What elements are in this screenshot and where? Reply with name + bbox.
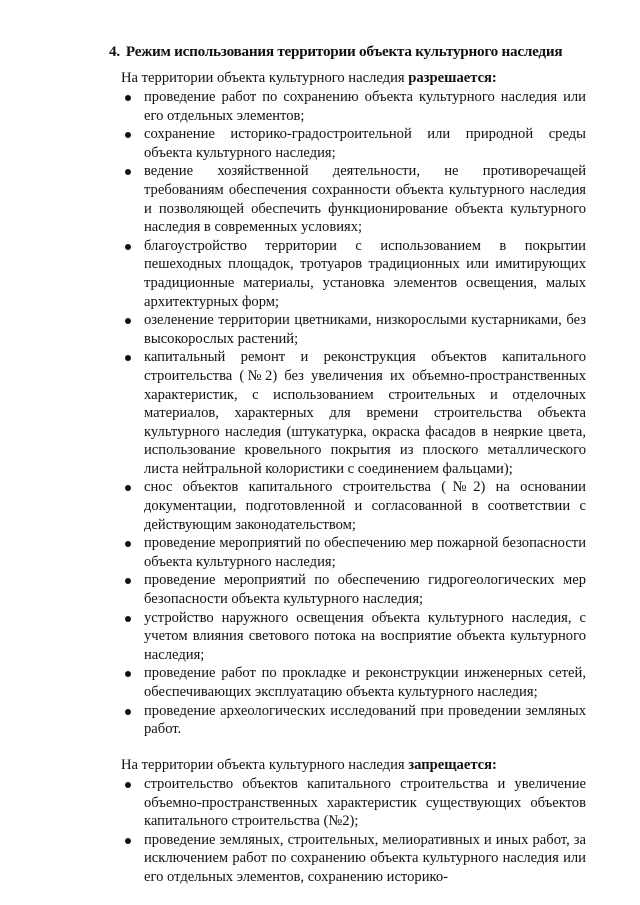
- list-item: [0, 664, 586, 701]
- list-item-text: благоустройство территории с использованием в покрытии пешеходных площадок, тротуаров традиционных или имитирующих традиционные материалы, установка элементов освещения, малых архитектурных форм;: [144, 237, 586, 310]
- section-heading: [109, 42, 599, 62]
- bullet-icon: [125, 709, 131, 715]
- prohibited-intro: [121, 756, 591, 775]
- bullet-icon: [125, 318, 131, 324]
- bullet-icon: [125, 355, 131, 361]
- bullet-icon: [125, 541, 131, 547]
- bullet-icon: [125, 838, 131, 844]
- list-item: [0, 534, 586, 571]
- allowed-list: [0, 88, 640, 739]
- list-item-text: проведение мероприятий по обеспечению гидрогеологических мер безопасности объекта культурного наследия;: [144, 572, 586, 608]
- bullet-icon: [125, 671, 131, 677]
- list-item: [0, 609, 586, 665]
- section-number: 4.: [109, 43, 120, 60]
- list-item: [0, 237, 586, 311]
- prohibited-intro-emphasis: запрещается:: [408, 757, 497, 773]
- allowed-intro-emphasis: разрешается:: [408, 70, 497, 86]
- list-item-text: сохранение историко-градостроительной или природной среды объекта культурного наследия;: [144, 126, 586, 161]
- bullet-icon: [125, 485, 131, 491]
- list-item-text: проведение археологических исследований при проведении земляных работ.: [144, 702, 586, 738]
- list-item: [0, 162, 586, 236]
- list-item-text: проведение работ по сохранению объекта культурного наследия или его отдельных элементов;: [144, 89, 586, 124]
- bullet-icon: [125, 782, 131, 788]
- prohibited-list: [0, 775, 640, 887]
- bullet-icon: [125, 616, 131, 622]
- list-item: [0, 775, 586, 831]
- list-item: [0, 571, 586, 608]
- bullet-icon: [125, 169, 131, 175]
- list-item-text: озеленение территории цветниками, низкорослыми кустарниками, без высокорослых растений;: [144, 312, 586, 347]
- list-item-text: проведение мероприятий по обеспечению мер пожарной безопасности объекта культурного наследия;: [144, 535, 586, 570]
- prohibited-intro-text: На территории объекта культурного наследия: [121, 757, 409, 773]
- list-item-text: проведение работ по прокладке и реконструкции инженерных сетей, обеспечивающих эксплуатацию объекта культурного наследия;: [144, 665, 586, 700]
- allowed-intro: [121, 69, 591, 88]
- list-item: [0, 702, 586, 739]
- list-item-text: проведение земляных, строительных, мелиоративных и иных работ, за исключением работ по сохранению объекта культурного наследия или его отдельных элементов, сохранению историко-: [144, 831, 586, 885]
- list-item: [0, 478, 586, 534]
- list-item: [0, 831, 586, 887]
- bullet-icon: [125, 578, 131, 584]
- list-item: [0, 311, 586, 348]
- list-item-text: капитальный ремонт и реконструкция объектов капитального строительства (№2) без увеличения их объемно-пространственных характеристик, с использованием строительных и отделочных материалов, характерных для времени строительства объекта культурного наследия (штукатурка, окраска фасадов в неяркие цвета, использование кровельного покрытия из плоского металлического листа нейтральной колористики с соединением фальцами);: [144, 349, 586, 477]
- allowed-intro-text: На территории объекта культурного наследия: [121, 70, 409, 86]
- list-item-text: ведение хозяйственной деятельности, не противоречащей требованиям обеспечения сохранности объекта культурного наследия и позволяющей обеспечить функционирование объекта культурного наследия в современных условиях;: [144, 163, 586, 236]
- list-item: [0, 88, 586, 125]
- bullet-icon: [125, 244, 131, 250]
- list-item-text: снос объектов капитального строительства (№2) на основании документации, подготовленной и согласованной в соответствии с действующим законодательством;: [144, 479, 586, 533]
- bullet-icon: [125, 95, 131, 101]
- list-item: [0, 125, 586, 162]
- list-item-text: строительство объектов капитального строительства и увеличение объемно-пространственных характеристик существующих объектов капитального строительства (№2);: [144, 776, 586, 830]
- bullet-icon: [125, 132, 131, 138]
- list-item: [0, 348, 586, 478]
- list-item-text: устройство наружного освещения объекта культурного наследия, с учетом влияния светового потока на восприятие объекта культурного наследия;: [144, 609, 586, 663]
- section-title: Режим использования территории объекта культурного наследия: [125, 43, 563, 60]
